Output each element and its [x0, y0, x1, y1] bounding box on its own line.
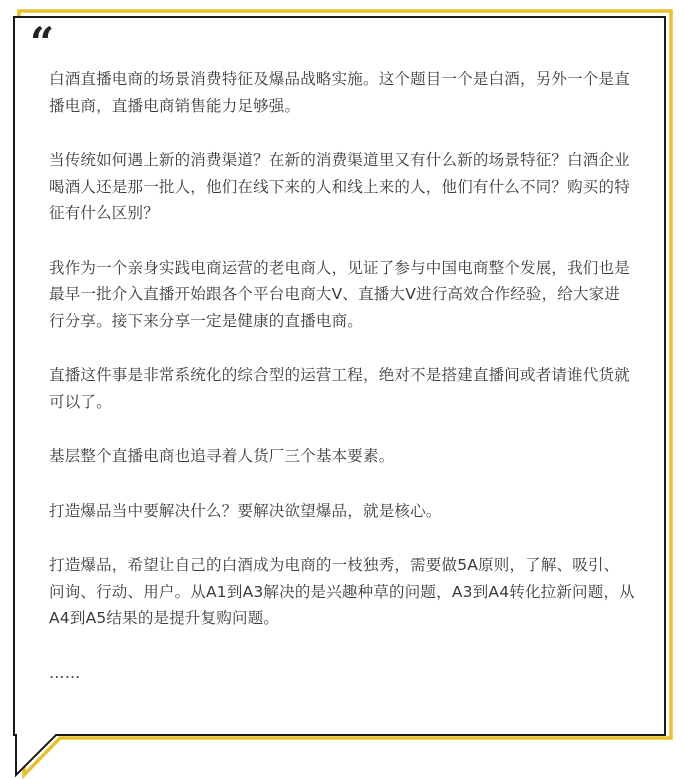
paragraph: 打造爆品，希望让自己的白酒成为电商的一枝独秀，需要做5A原则，了解、吸引、问询、行动、用户。从A1到A3解决的是兴趣种草的问题，A3到A4转化拉新问题，从A4到A5结果的是提升复购问题。	[49, 556, 635, 627]
article-body	[49, 66, 635, 686]
paragraph: 直播这件事是非常系统化的综合型的运营工程，绝对不是搭建直播间或者请谁代货就可以了。	[49, 366, 630, 411]
paragraph: 打造爆品当中要解决什么？要解决欲望爆品，就是核心。	[49, 501, 442, 520]
quote-mark-icon: “	[30, 18, 55, 67]
paragraph: 我作为一个亲身实践电商运营的老电商人，见证了参与中国电商整个发展，我们也是最早一批介入直播开始跟各个平台电商大V、直播大V进行高效合作经验，给大家进行分享。接下来分享一定是健康的直播电商。	[49, 258, 630, 330]
paragraph: 基层整个直播电商也追寻着人货厂三个基本要素。	[49, 447, 395, 465]
ellipsis: ……	[49, 663, 81, 682]
paragraph: 白酒直播电商的场景消费特征及爆品战略实施。这个题目一个是白酒，另外一个是直播电商，直播电商销售能力足够强。	[49, 70, 630, 115]
paragraph: 当传统如何遇上新的消费渠道？在新的消费渠道里又有什么新的场景特征？白酒企业喝酒人还是那一批人，他们在线下来的人和线上来的人，他们有什么不同？购买的特征有什么区别？	[49, 151, 630, 222]
